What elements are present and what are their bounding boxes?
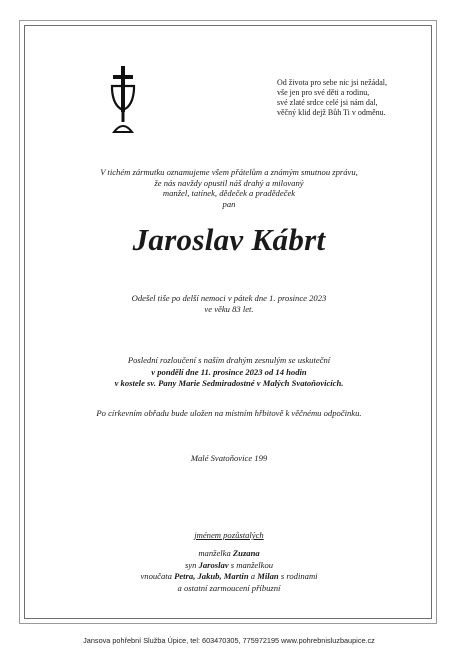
mourner-line: a ostatní zarmoucení příbuzní (177, 582, 281, 593)
announcement-intro (0, 167, 458, 209)
poem (277, 78, 387, 118)
mourner-line (0, 560, 458, 572)
mourner-relation: syn (184, 559, 199, 570)
mourner-name: Milan (257, 571, 279, 581)
funeral-line: Poslední rozloučení s naším drahým zesnulým se uskuteční (127, 355, 331, 365)
deceased-name: Jaroslav Kábrt (132, 222, 326, 257)
death-line: ve věku 83 let. (204, 304, 254, 314)
mourner-relation: manželka (198, 548, 233, 558)
intro-line: V tichém zármutku oznamujeme všem přátelům a známým smutnou zprávu, (100, 167, 358, 177)
intro-line: manžel, tatínek, dědeček a pradědeček (162, 188, 296, 199)
poem-line: vše jen pro své děti a rodinu, (277, 88, 370, 97)
mourner-name: Zuzana (232, 548, 260, 558)
mourner-line (0, 571, 458, 583)
funeral-date: v pondělí dne 11. prosince 2023 od 14 hodin (151, 366, 307, 377)
on-behalf-heading: jménem pozůstalých (194, 530, 264, 540)
intro-line: že nás navždy opustil náš drahý a milovaný (154, 177, 304, 188)
mourner-connector: a (248, 571, 258, 581)
mourner-name: Jaroslav (198, 559, 229, 570)
mourner-relation: vnoučata (140, 571, 175, 581)
mourner-relation: s rodinami (278, 571, 318, 581)
poem-line: věčný klid dejž Bůh Ti v odměnu. (277, 108, 386, 117)
funeral-info (0, 355, 458, 390)
mourners-list (0, 548, 458, 594)
address: Malé Svatoňovice 199 (190, 453, 268, 463)
mourner-line (0, 548, 458, 560)
burial-info: Po církevním obřadu bude uložen na místním hřbitově k věčnému odpočinku. (96, 408, 362, 418)
death-line: Odešel tiše po delší nemoci v pátek dne 1. prosince 2023 (131, 293, 327, 303)
cross-chalice-icon (110, 66, 136, 134)
death-notice (0, 293, 458, 315)
mourner-name: Petra, Jakub, Martin (174, 571, 249, 581)
poem-line: Od života pro sebe nic jsi nežádal, (277, 78, 387, 87)
funeral-place: v kostele sv. Pany Marie Sedmiradostné v Malých Svatoňovicích. (114, 378, 344, 388)
poem-line: své zlaté srdce celé jsi nám dal, (277, 98, 378, 107)
intro-line: pan (222, 198, 236, 209)
mourner-relation: s manželkou (228, 559, 274, 570)
funeral-service-footer: Jansova pohřební Služba Úpice, tel: 603470305, 775972195 www.pohrebnisluzbaupice.cz (83, 636, 375, 645)
